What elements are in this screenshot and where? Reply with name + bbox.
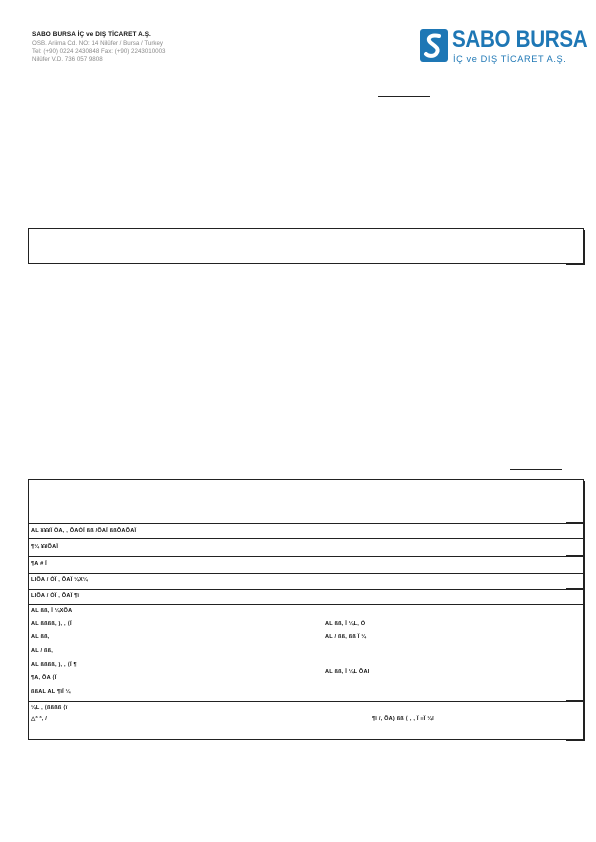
company-tax-office: Nilüfer V.D. 736 057 9808 bbox=[32, 56, 103, 63]
form-row-1: AL ¥¥¥Ï ÖA, , ÕAÒÏ ßß /ÕAÏ ßßÕAÕAÏ bbox=[31, 528, 137, 534]
section-right-line: AL ßß, Ï ¼L ÕAI bbox=[325, 669, 370, 675]
row-divider-shadow bbox=[566, 522, 584, 524]
form-bottom-shadow bbox=[566, 739, 584, 741]
section-left-line: AL ßß, Ï ¼XÕA bbox=[31, 608, 73, 614]
section-left-line: AL ßßßß, ), , ⟨Ï bbox=[31, 621, 72, 627]
company-phone: Tel: (+90) 0224 2430848 Fax: (+90) 2243010003 bbox=[32, 48, 166, 55]
footer-left-line: ¼L , ⟨ßßßß ⟨ï bbox=[31, 705, 68, 711]
section-left-line: AL ßßßß, ), , ⟨Ï ¶ bbox=[31, 662, 77, 668]
row-divider-shadow bbox=[566, 555, 584, 557]
form-title-underline bbox=[510, 469, 562, 470]
section-left-line: ¶A, ÕA ⟨Ï bbox=[31, 675, 57, 681]
row-divider bbox=[28, 573, 584, 574]
form-row-5: LIÕA / ÒÏ , ÕAÏ ¶ï bbox=[31, 593, 80, 599]
info-box-shadow-bottom bbox=[566, 263, 585, 265]
section-right-line: AL ßß, Ï ¼L, Ó bbox=[325, 621, 366, 627]
section-right-line: AL / ßß, ßß Ï ¼ bbox=[325, 634, 367, 640]
section-left-line: AL ßß, bbox=[31, 634, 50, 640]
logo-subtitle: İÇ ve DIŞ TİCARET A.Ş. bbox=[453, 54, 567, 64]
section-left-line: ßßAL AL ¶ïÏ ¼ bbox=[31, 689, 71, 695]
row-divider bbox=[28, 701, 584, 702]
form-box-shadow bbox=[583, 481, 585, 741]
row-divider bbox=[28, 589, 584, 590]
company-name: SABO BURSA İÇ ve DIŞ TİCARET A.Ş. bbox=[32, 31, 151, 38]
company-address: OSB. Ariima Cd. NO: 14 Nilüfer / Bursa / Turkey bbox=[32, 40, 164, 47]
row-divider bbox=[28, 556, 584, 557]
logo-wordmark: SABO BURSA bbox=[452, 26, 588, 53]
footer-right-line: ¶ï /, ÕA) ßß ⟨ , , Ï ≡Ï ¼ï bbox=[372, 716, 434, 722]
row-divider bbox=[28, 604, 584, 605]
info-box-shadow bbox=[583, 230, 585, 265]
row-divider-shadow bbox=[566, 700, 584, 702]
sabo-logo-icon bbox=[420, 29, 448, 62]
info-box bbox=[28, 228, 584, 264]
form-row-4: LIÕA / ÒÏ , ÕAÏ ¼X¼ bbox=[31, 577, 88, 583]
section-left-line: AL / ßß, bbox=[31, 648, 54, 654]
row-divider-shadow bbox=[566, 588, 584, 590]
row-divider bbox=[28, 538, 584, 539]
title-underline bbox=[378, 96, 430, 97]
form-row-3: ¶A # Ï bbox=[31, 561, 47, 567]
form-row-2: ¶¼ ¥¥ÕAÏ bbox=[31, 544, 59, 550]
footer-left-line: △ª ª, / bbox=[31, 716, 48, 722]
row-divider bbox=[28, 523, 584, 524]
